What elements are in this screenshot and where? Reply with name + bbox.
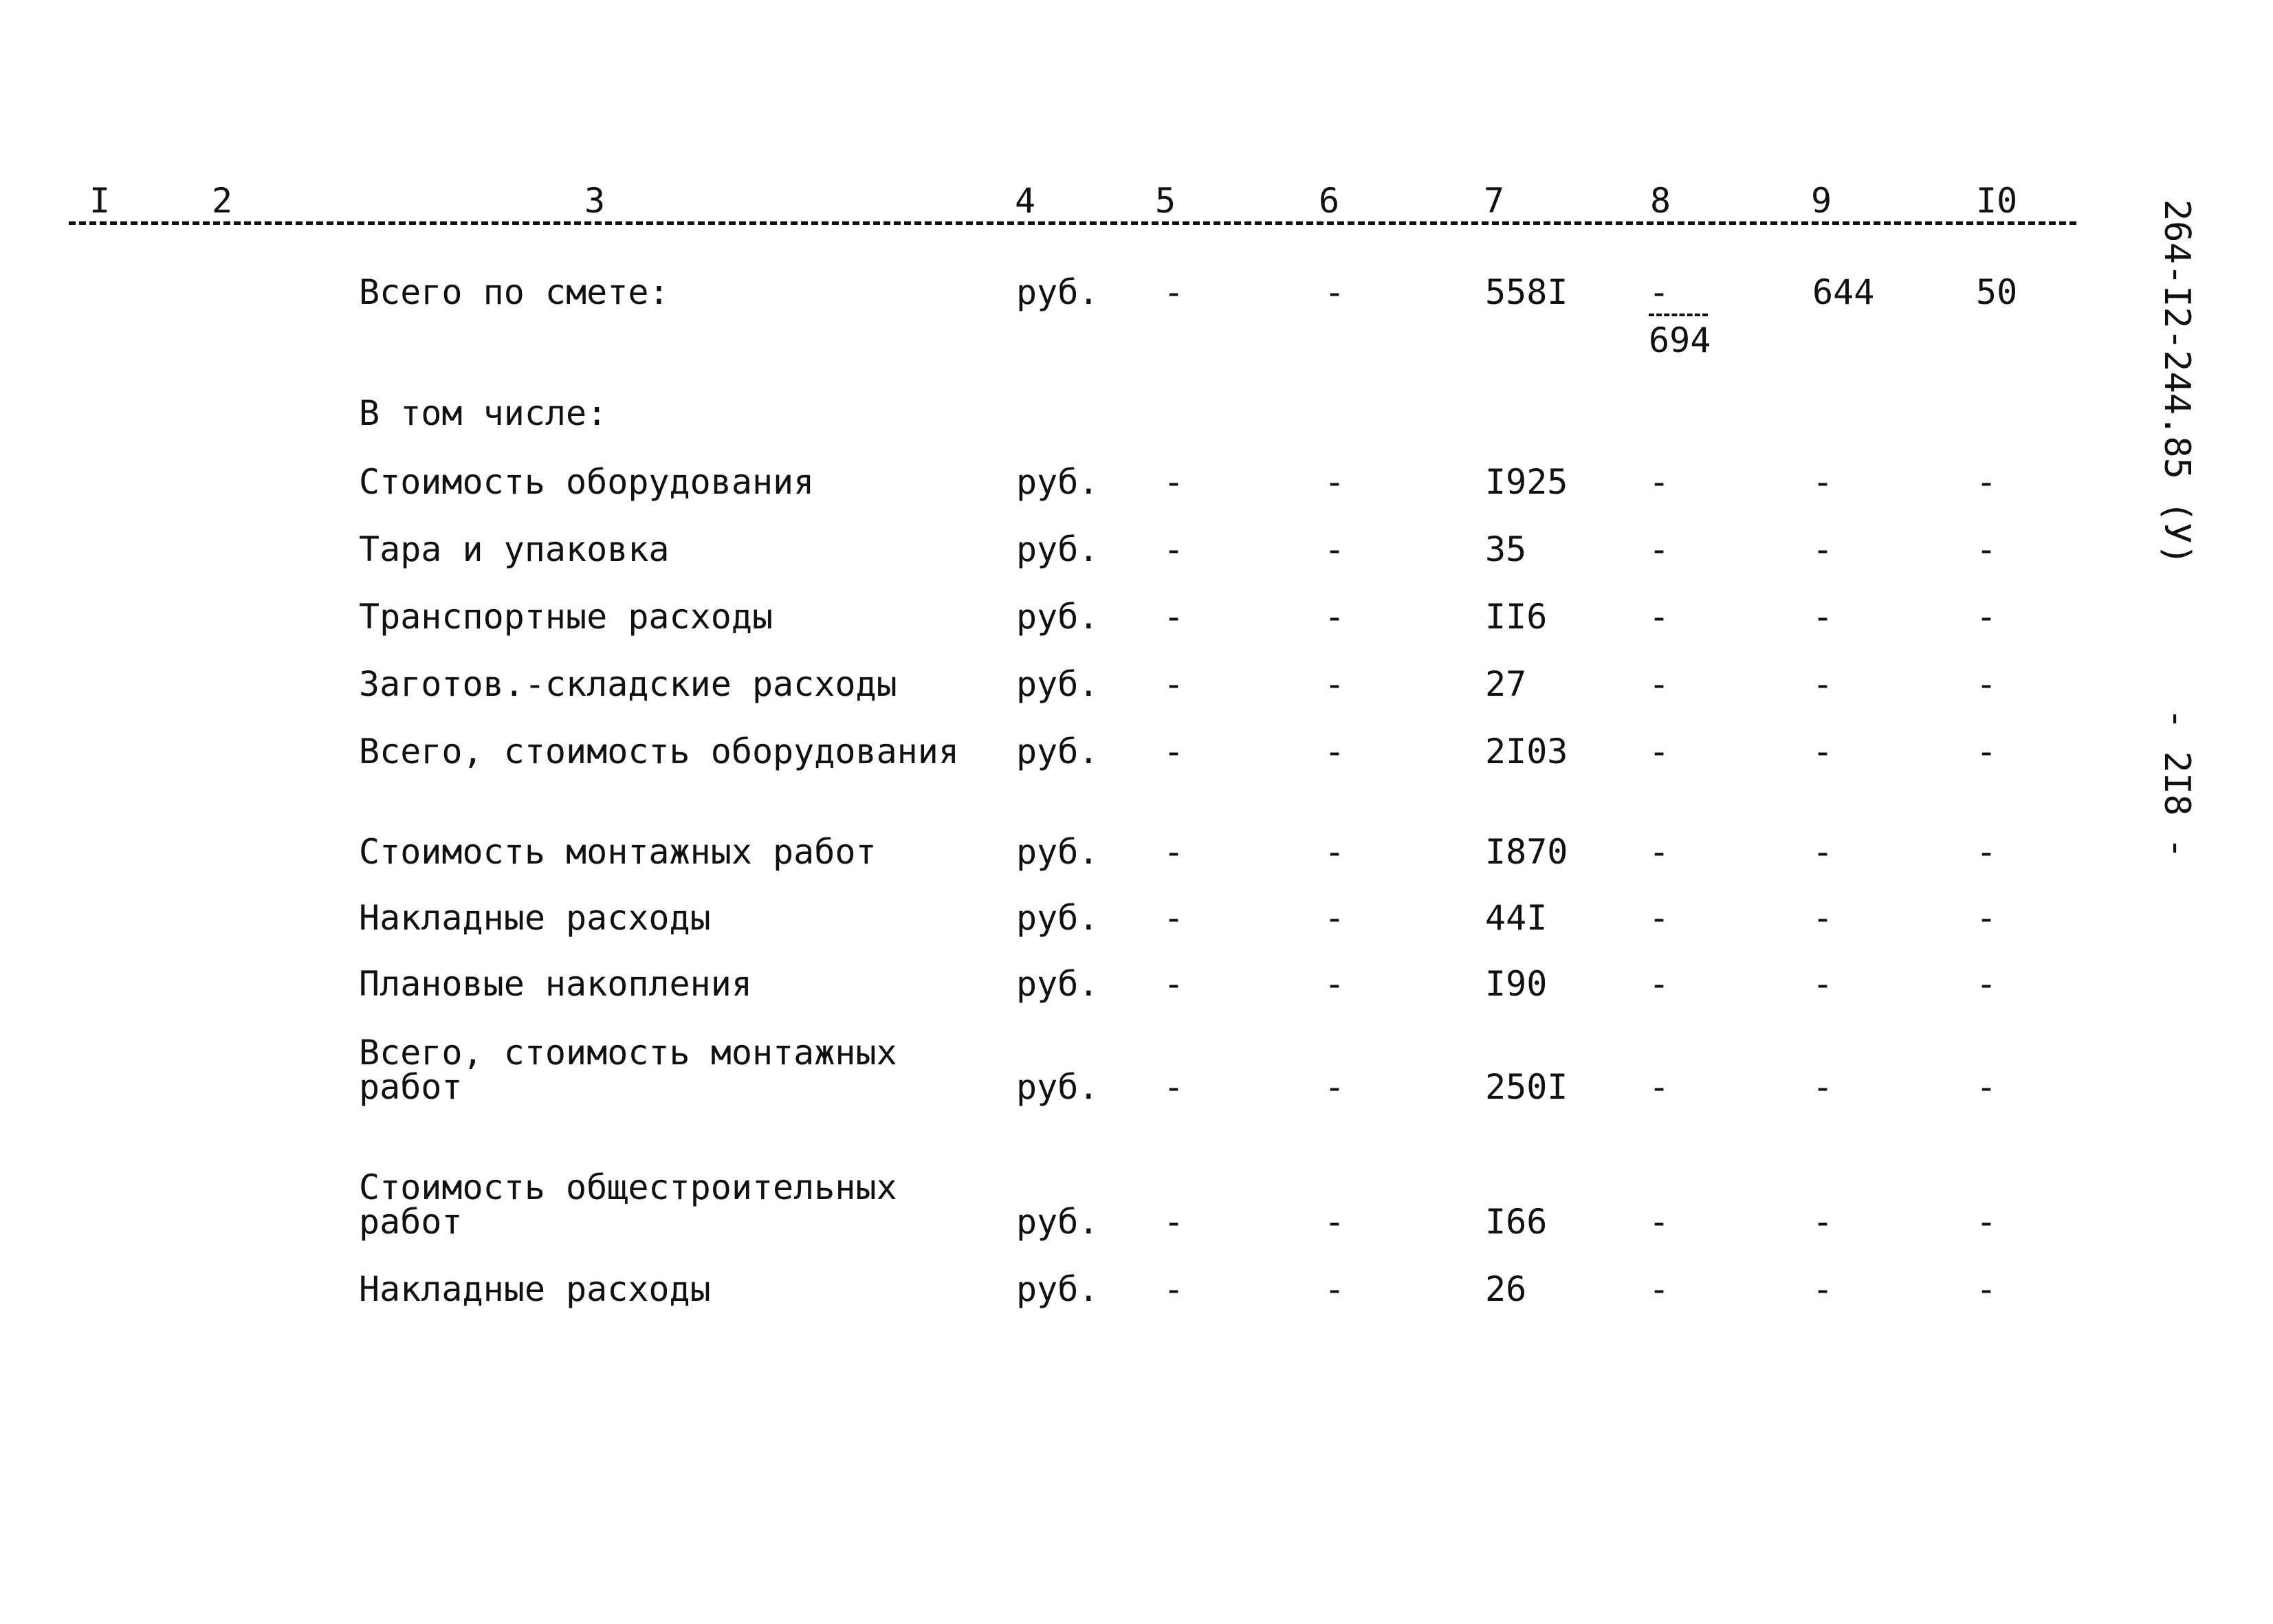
row-col5: -	[1163, 1269, 1185, 1309]
row-col9: -	[1812, 597, 1834, 637]
row-name: Накладные расходы	[359, 898, 711, 938]
column-header-7: 7	[1484, 181, 1505, 221]
row-unit: руб.	[1016, 964, 1099, 1004]
row-col8: -	[1649, 964, 1670, 1004]
row-col5: -	[1163, 898, 1185, 938]
column-header-4: 4	[1015, 181, 1036, 221]
total-col5: -	[1163, 272, 1185, 312]
row-col6: -	[1324, 1202, 1346, 1242]
row-unit: руб.	[1016, 1202, 1099, 1242]
row-col9: -	[1812, 1067, 1834, 1107]
row-col8: -	[1649, 1067, 1670, 1107]
row-col8: -	[1649, 597, 1670, 637]
page-number: - 2I8 -	[2156, 708, 2197, 859]
row-col9: -	[1812, 1269, 1834, 1309]
row-col5: -	[1163, 1202, 1185, 1242]
row-unit: руб.	[1016, 529, 1099, 569]
column-header-8: 8	[1650, 181, 1671, 221]
row-col7: 26	[1485, 1269, 1527, 1309]
row-col6: -	[1324, 964, 1346, 1004]
total-col9: 644	[1812, 272, 1875, 312]
row-unit: руб.	[1016, 898, 1099, 938]
row-col10: -	[1976, 1202, 1997, 1242]
row-name: Транспортные расходы	[359, 597, 773, 637]
row-col10: -	[1976, 597, 1997, 637]
row-col6: -	[1324, 898, 1346, 938]
row-col7: I870	[1485, 832, 1568, 872]
row-col5: -	[1163, 964, 1185, 1004]
row-col7: 27	[1485, 664, 1527, 704]
row-col10: -	[1976, 1269, 1997, 1309]
row-col10: -	[1976, 832, 1997, 872]
row-col7: I66	[1485, 1202, 1548, 1242]
row-col10: -	[1976, 462, 1997, 502]
row-col9: -	[1812, 732, 1834, 771]
column-header-2: 2	[212, 181, 233, 221]
row-col8: -	[1649, 529, 1670, 569]
row-unit: руб.	[1016, 597, 1099, 637]
row-col9: -	[1812, 964, 1834, 1004]
row-col5: -	[1163, 732, 1185, 771]
column-header-5: 5	[1155, 181, 1176, 221]
row-col9: -	[1812, 898, 1834, 938]
column-header-3: 3	[584, 181, 606, 221]
row-col5: -	[1163, 597, 1185, 637]
subheading: В том числе:	[359, 393, 608, 433]
row-col9: -	[1812, 664, 1834, 704]
row-name: Всего, стоимость оборудования	[359, 732, 959, 771]
row-col8: -	[1649, 1202, 1670, 1242]
row-name: Стоимость оборудования	[359, 462, 815, 502]
row-col5: -	[1163, 462, 1185, 502]
total-col10: 50	[1976, 272, 2018, 312]
total-col8-numerator: -	[1649, 275, 1708, 316]
total-label: Всего по смете:	[359, 272, 670, 312]
row-col5: -	[1163, 529, 1185, 569]
row-col6: -	[1324, 529, 1346, 569]
column-header-9: 9	[1811, 181, 1832, 221]
total-unit: руб.	[1016, 272, 1099, 312]
total-col6: -	[1324, 272, 1346, 312]
row-col10: -	[1976, 1067, 1997, 1107]
row-name: Тара и упаковка	[359, 529, 670, 569]
row-col7: I925	[1485, 462, 1568, 502]
row-col7: 2I03	[1485, 732, 1568, 771]
column-header-1: I	[89, 181, 111, 221]
row-col6: -	[1324, 597, 1346, 637]
row-unit: руб.	[1016, 1067, 1099, 1107]
row-col8: -	[1649, 664, 1670, 704]
row-col7: 44I	[1485, 898, 1548, 938]
row-name: Стоимость монтажных работ	[359, 832, 877, 872]
row-col8: -	[1649, 832, 1670, 872]
row-name: Стоимость общестроительных работ	[359, 1167, 897, 1242]
row-name: Плановые накопления	[359, 964, 752, 1004]
row-col8: -	[1649, 1269, 1670, 1309]
total-col8-denominator: 694	[1649, 320, 1711, 360]
row-col9: -	[1812, 1202, 1834, 1242]
row-unit: руб.	[1016, 462, 1099, 502]
row-col8: -	[1649, 462, 1670, 502]
row-col7: 250I	[1485, 1067, 1568, 1107]
row-col10: -	[1976, 964, 1997, 1004]
column-header-10: I0	[1976, 181, 2018, 221]
row-name: Накладные расходы	[359, 1269, 711, 1309]
row-col10: -	[1976, 664, 1997, 704]
total-col8-fraction	[1649, 272, 1711, 360]
row-col8: -	[1649, 898, 1670, 938]
row-col7: 35	[1485, 529, 1527, 569]
row-col5: -	[1163, 832, 1185, 872]
row-col6: -	[1324, 732, 1346, 771]
total-col7: 558I	[1485, 272, 1568, 312]
document-code: 264-I2-244.85 (У)	[2156, 199, 2197, 566]
row-col5: -	[1163, 1067, 1185, 1107]
row-col6: -	[1324, 462, 1346, 502]
row-col6: -	[1324, 1067, 1346, 1107]
header-rule	[69, 221, 2076, 225]
row-col5: -	[1163, 664, 1185, 704]
row-col10: -	[1976, 732, 1997, 771]
row-col7: II6	[1485, 597, 1548, 637]
row-col8: -	[1649, 732, 1670, 771]
row-col9: -	[1812, 832, 1834, 872]
row-name: Заготов.-складские расходы	[359, 664, 897, 704]
row-col6: -	[1324, 832, 1346, 872]
row-col6: -	[1324, 1269, 1346, 1309]
row-col9: -	[1812, 529, 1834, 569]
row-col6: -	[1324, 664, 1346, 704]
row-name: Всего, стоимость монтажных работ	[359, 1033, 897, 1107]
row-unit: руб.	[1016, 732, 1099, 771]
row-col10: -	[1976, 529, 1997, 569]
row-col9: -	[1812, 462, 1834, 502]
row-col7: I90	[1485, 964, 1548, 1004]
row-col10: -	[1976, 898, 1997, 938]
row-unit: руб.	[1016, 664, 1099, 704]
row-unit: руб.	[1016, 832, 1099, 872]
row-unit: руб.	[1016, 1269, 1099, 1309]
column-header-6: 6	[1319, 181, 1340, 221]
